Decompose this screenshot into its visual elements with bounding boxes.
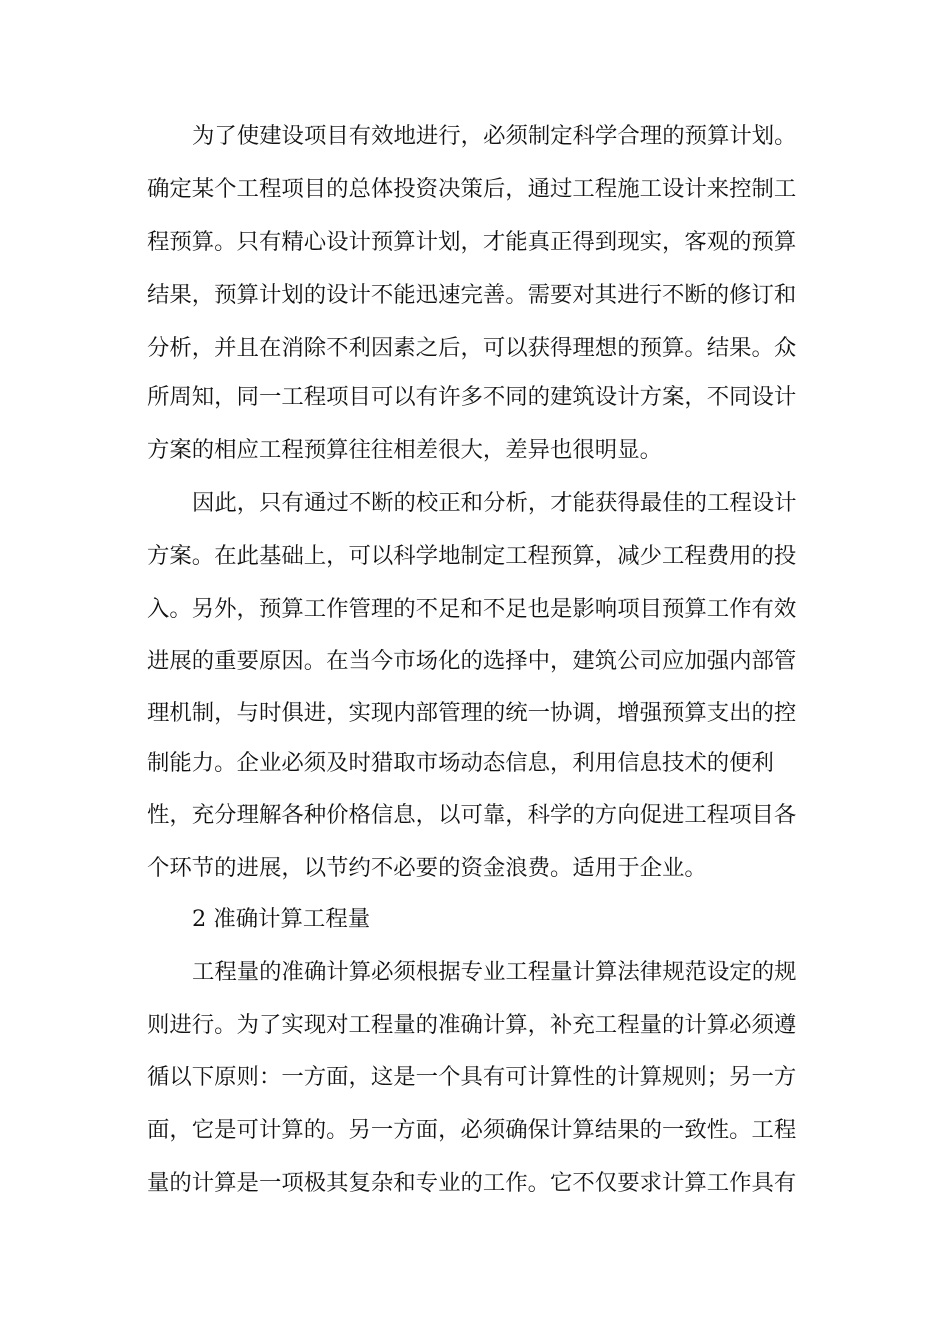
paragraph-1-line-2: 确定某个工程项目的总体投资决策后，通过工程施工设计来控制工 <box>147 176 797 202</box>
paragraph-3-line-5: 量的计算是一项极其复杂和专业的工作。它不仅要求计算工作具有 <box>147 1170 797 1196</box>
paragraph-3-line-2: 则进行。为了实现对工程量的准确计算，补充工程量的计算必须遵 <box>147 1012 797 1038</box>
paragraph-2-line-8: 个环节的进展，以节约不必要的资金浪费。适用于企业。 <box>147 855 707 881</box>
paragraph-3-line-3: 循以下原则：一方面，这是一个具有可计算性的计算规则；另一方 <box>147 1064 797 1090</box>
paragraph-1-line-5: 分析，并且在消除不利因素之后，可以获得理想的预算。结果。众 <box>147 335 797 361</box>
paragraph-2-line-4: 进展的重要原因。在当今市场化的选择中，建筑公司应加强内部管 <box>147 648 797 674</box>
paragraph-2-line-3: 入。另外，预算工作管理的不足和不足也是影响项目预算工作有效 <box>147 596 797 622</box>
paragraph-3-line-1: 工程量的准确计算必须根据专业工程量计算法律规范设定的规 <box>192 959 797 985</box>
paragraph-1-line-4: 结果，预算计划的设计不能迅速完善。需要对其进行不断的修订和 <box>147 282 797 308</box>
section-heading: 2 准确计算工程量 <box>192 906 371 932</box>
paragraph-1-line-7: 方案的相应工程预算往往相差很大，差异也很明显。 <box>147 437 662 463</box>
paragraph-1-line-1: 为了使建设项目有效地进行，必须制定科学合理的预算计划。 <box>192 123 797 149</box>
paragraph-2-line-1: 因此，只有通过不断的校正和分析，才能获得最佳的工程设计 <box>192 490 797 516</box>
paragraph-1-line-3: 程预算。只有精心设计预算计划，才能真正得到现实，客观的预算 <box>147 229 797 255</box>
paragraph-1-line-6: 所周知，同一工程项目可以有许多不同的建筑设计方案，不同设计 <box>147 384 797 410</box>
paragraph-2-line-6: 制能力。企业必须及时猎取市场动态信息，利用信息技术的便利 <box>147 750 774 776</box>
paragraph-2-line-5: 理机制，与时俱进，实现内部管理的统一协调，增强预算支出的控 <box>147 700 797 726</box>
paragraph-3-line-4: 面，它是可计算的。另一方面，必须确保计算结果的一致性。工程 <box>147 1117 797 1143</box>
paragraph-2-line-2: 方案。在此基础上，可以科学地制定工程预算，减少工程费用的投 <box>147 543 797 569</box>
paragraph-2-line-7: 性，充分理解各种价格信息，以可靠，科学的方向促进工程项目各 <box>147 802 797 828</box>
